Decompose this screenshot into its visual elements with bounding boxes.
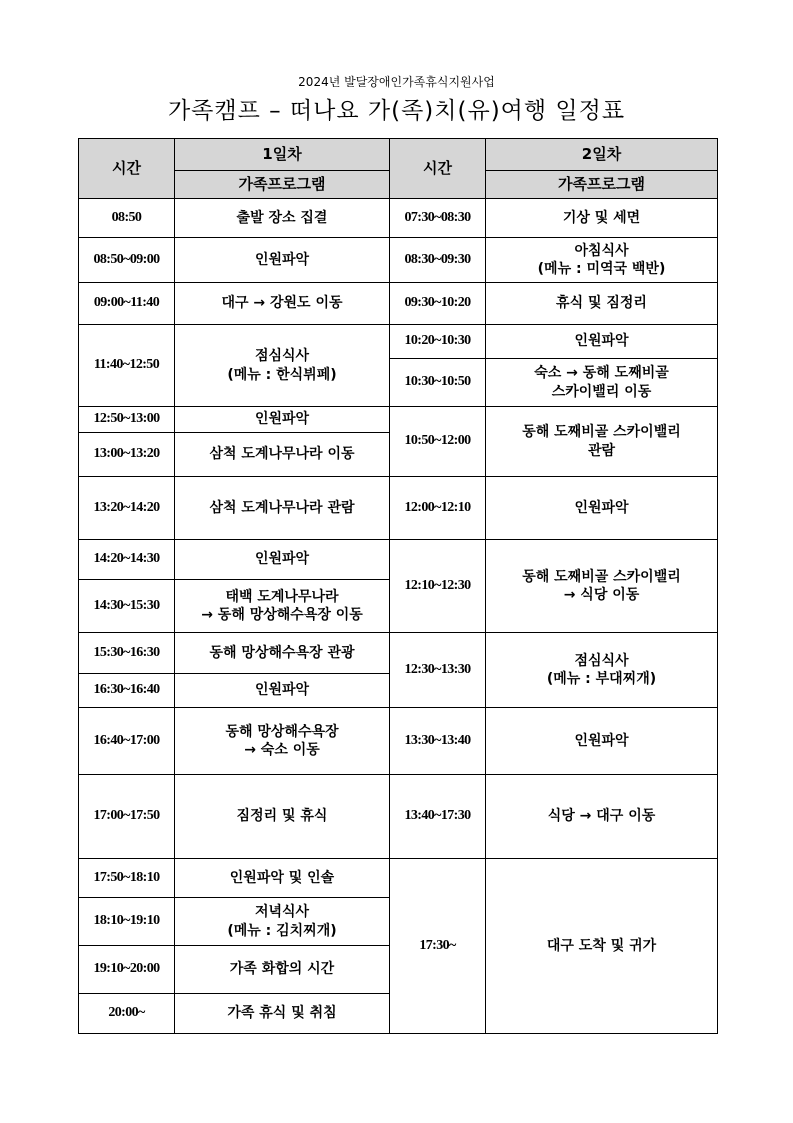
program-line: 동해 도째비골 스카이밸리 [522,568,681,585]
program-line: 점심식사 [574,652,629,669]
page-title: 가족캠프 – 떠나요 가(족)치(유)여행 일정표 [167,98,626,124]
day2-program-cell [486,540,718,633]
day2-time-cell: 10:20~10:30 [390,325,486,359]
day1-program-cell: 인원파악 및 인솔 [175,859,390,898]
day2-program-cell: 기상 및 세면 [486,199,718,238]
day1-time-cell: 14:30~15:30 [79,580,175,633]
day2-program-cell [486,359,718,407]
program-line: (메뉴 : 미역국 백반) [537,261,666,277]
table-row [79,199,718,238]
day1-time-cell: 12:50~13:00 [79,407,175,433]
day1-time-cell: 18:10~19:10 [79,898,175,946]
day2-time-cell: 10:50~12:00 [390,407,486,477]
program-line: 동해 도째비골 스카이밸리 [522,424,681,441]
table-row [79,859,718,898]
table-row [79,238,718,283]
program-line: → 숙소 이동 [244,742,320,758]
day1-time-cell: 11:40~12:50 [79,325,175,407]
table-header-row [79,139,718,171]
program-line: 숙소 → 동해 도째비골 [534,365,669,382]
time-header-day1: 시간 [79,139,175,199]
day1-time-cell: 16:40~17:00 [79,708,175,775]
day2-time-cell: 13:30~13:40 [390,708,486,775]
program-line: (메뉴 : 부대찌개) [546,671,657,687]
table-row [79,540,718,580]
day1-program-cell: 인원파악 [175,407,390,433]
day2-program-cell: 인원파악 [486,477,718,540]
day2-time-cell: 12:00~12:10 [390,477,486,540]
day1-time-cell: 17:00~17:50 [79,775,175,859]
table-row [79,633,718,674]
day1-time-cell: 13:00~13:20 [79,433,175,477]
day1-time-cell: 19:10~20:00 [79,946,175,994]
day2-program-cell [486,407,718,477]
day1-program-cell: 삼척 도계나무나라 이동 [175,433,390,477]
day2-time-cell: 07:30~08:30 [390,199,486,238]
schedule-table [78,138,718,1034]
program-line: 점심식사 [254,348,310,365]
program-line: 동해 망상해수욕장 [225,723,339,740]
table-row [79,477,718,540]
day2-program-cell: 대구 도착 및 귀가 [486,859,718,1034]
table-row [79,407,718,433]
day1-program-cell [175,708,390,775]
day1-program-cell: 인원파악 [175,674,390,708]
day1-program-cell [175,325,390,407]
day1-time-cell: 09:00~11:40 [79,283,175,325]
day1-program-cell: 삼척 도계나무나라 관람 [175,477,390,540]
day1-program-header: 가족프로그램 [175,171,390,199]
day1-time-cell: 17:50~18:10 [79,859,175,898]
day1-program-cell: 가족 화합의 시간 [175,946,390,994]
table-row [79,775,718,859]
day1-program-cell: 출발 장소 집결 [175,199,390,238]
day2-program-cell: 인원파악 [486,708,718,775]
day1-time-cell: 14:20~14:30 [79,540,175,580]
program-line: → 식당 이동 [563,587,640,603]
day2-program-cell [486,633,718,708]
day1-program-cell: 인원파악 [175,540,390,580]
program-line: 저녁식사 [254,904,310,921]
program-line: (메뉴 : 한식뷔페) [227,366,337,383]
day1-time-cell: 08:50 [79,199,175,238]
day1-program-cell: 인원파악 [175,238,390,283]
table-row [79,283,718,325]
day2-time-cell: 09:30~10:20 [390,283,486,325]
day1-header: 1일차 [175,139,390,171]
day2-program-cell: 식당 → 대구 이동 [486,775,718,859]
day2-time-cell: 12:10~12:30 [390,540,486,633]
program-line: (메뉴 : 김치찌개) [227,922,337,939]
program-subtitle: 2024년 발달장애인가족휴식지원사업 [298,75,495,89]
program-line: 관람 [587,442,616,459]
day1-time-cell: 16:30~16:40 [79,674,175,708]
table-row [79,325,718,359]
program-line: 태백 도계나무나라 [225,588,339,605]
day1-program-cell: 짐정리 및 휴식 [175,775,390,859]
day1-program-cell: 가족 휴식 및 취침 [175,994,390,1034]
day1-time-cell: 15:30~16:30 [79,633,175,674]
day1-time-cell: 20:00~ [79,994,175,1034]
day2-time-cell: 17:30~ [390,859,486,1034]
day2-time-cell: 13:40~17:30 [390,775,486,859]
day2-time-cell: 12:30~13:30 [390,633,486,708]
day1-program-cell: 동해 망상해수욕장 관광 [175,633,390,674]
day2-time-cell: 08:30~09:30 [390,238,486,283]
day2-header: 2일차 [486,139,718,171]
program-line: 스카이밸리 이동 [551,383,652,400]
day1-time-cell: 13:20~14:20 [79,477,175,540]
table-row [79,708,718,775]
day2-time-cell: 10:30~10:50 [390,359,486,407]
day2-program-cell: 인원파악 [486,325,718,359]
day2-program-header: 가족프로그램 [486,171,718,199]
day1-program-cell: 대구 → 강원도 이동 [175,283,390,325]
day2-program-cell [486,238,718,283]
day1-time-cell: 08:50~09:00 [79,238,175,283]
program-line: 아침식사 [574,242,629,259]
day1-program-cell [175,580,390,633]
program-line: → 동해 망상해수욕장 이동 [201,607,363,623]
day1-program-cell [175,898,390,946]
time-header-day2: 시간 [390,139,486,199]
day2-program-cell: 휴식 및 짐정리 [486,283,718,325]
